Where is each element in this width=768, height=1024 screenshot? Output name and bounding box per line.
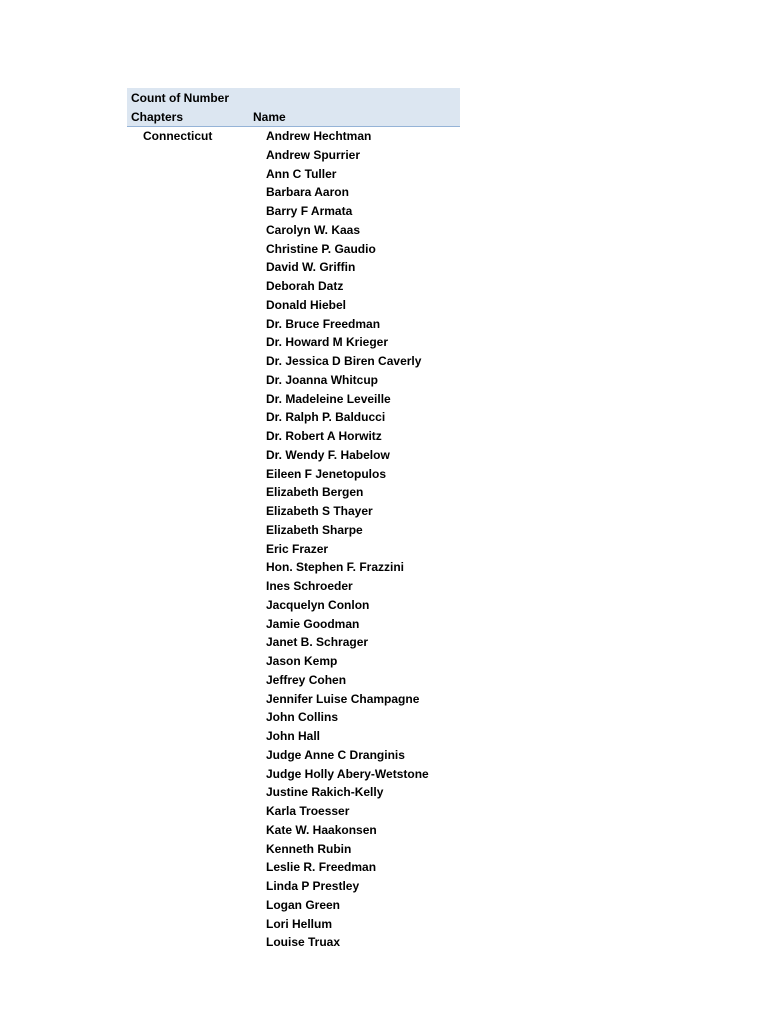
table-row (127, 915, 460, 934)
pivot-table (127, 88, 460, 952)
name-cell[interactable]: Jennifer Luise Champagne (266, 691, 420, 706)
table-row (127, 315, 460, 334)
table-row (127, 465, 460, 484)
row-field-label-name[interactable]: Name (253, 110, 286, 124)
table-row (127, 183, 460, 202)
table-row (127, 202, 460, 221)
table-row (127, 821, 460, 840)
table-row (127, 352, 460, 371)
name-cell[interactable]: Dr. Madeleine Leveille (266, 391, 391, 406)
table-row (127, 933, 460, 952)
table-row (127, 483, 460, 502)
table-row (127, 652, 460, 671)
name-cell[interactable]: Dr. Jessica D Biren Caverly (266, 354, 422, 368)
name-cell[interactable]: Dr. Joanna Whitcup (266, 372, 379, 387)
name-cell[interactable]: Donald Hiebel (266, 297, 347, 312)
name-cell[interactable]: Dr. Ralph P. Balducci (266, 410, 386, 425)
name-cell[interactable]: Jeffrey Cohen (266, 672, 347, 687)
name-cell[interactable]: Jamie Goodman (266, 616, 360, 631)
table-row (127, 558, 460, 577)
name-cell[interactable]: Barry F Armata (266, 204, 353, 218)
table-row (127, 633, 460, 652)
table-row (127, 165, 460, 184)
pivot-header (127, 88, 460, 127)
name-cell[interactable]: Kate W. Haakonsen (266, 822, 377, 837)
table-row (127, 765, 460, 784)
table-row (127, 840, 460, 859)
table-row (127, 446, 460, 465)
name-cell[interactable]: Jason Kemp (266, 654, 338, 668)
table-row (127, 221, 460, 240)
table-row (127, 127, 460, 146)
chapter-cell[interactable]: Connecticut (143, 129, 213, 143)
name-cell[interactable]: Andrew Hechtman (266, 129, 372, 143)
table-row (127, 746, 460, 765)
table-row (127, 615, 460, 634)
name-cell[interactable]: Logan Green (266, 897, 341, 912)
table-row (127, 802, 460, 821)
table-row (127, 277, 460, 296)
name-cell[interactable]: Dr. Wendy F. Habelow (266, 447, 390, 462)
name-cell[interactable]: Justine Rakich-Kelly (266, 785, 384, 800)
table-row (127, 708, 460, 727)
name-cell[interactable]: Hon. Stephen F. Frazzini (266, 560, 405, 575)
name-cell[interactable]: Dr. Howard M Krieger (266, 335, 389, 350)
name-cell[interactable]: John Collins (266, 710, 338, 725)
table-row (127, 296, 460, 315)
name-cell[interactable]: David W. Griffin (266, 260, 356, 275)
name-cell[interactable]: Ines Schroeder (266, 579, 353, 593)
name-cell[interactable]: Louise Truax (266, 935, 341, 950)
name-cell[interactable]: Ann C Tuller (266, 166, 337, 181)
name-cell[interactable]: Christine P. Gaudio (266, 241, 376, 256)
name-cell[interactable]: Andrew Spurrier (266, 147, 361, 162)
pivot-rows (127, 127, 460, 952)
table-row (127, 240, 460, 259)
table-row (127, 577, 460, 596)
table-row (127, 502, 460, 521)
table-row (127, 727, 460, 746)
table-row (127, 877, 460, 896)
table-row (127, 858, 460, 877)
name-cell[interactable]: Elizabeth Bergen (266, 485, 364, 500)
table-row (127, 690, 460, 709)
name-cell[interactable]: John Hall (266, 729, 321, 743)
name-cell[interactable]: Carolyn W. Kaas (266, 222, 361, 237)
table-row (127, 671, 460, 690)
table-row (127, 596, 460, 615)
name-cell[interactable]: Janet B. Schrager (266, 635, 369, 650)
name-cell[interactable]: Judge Anne C Dranginis (266, 747, 405, 762)
name-cell[interactable]: Judge Holly Abery-Wetstone (266, 766, 429, 781)
table-row (127, 390, 460, 409)
name-cell[interactable]: Dr. Bruce Freedman (266, 316, 381, 331)
value-field-label[interactable]: Count of Number (131, 91, 229, 105)
name-cell[interactable]: Eileen F Jenetopulos (266, 466, 387, 481)
table-row (127, 521, 460, 540)
name-cell[interactable]: Leslie R. Freedman (266, 860, 377, 875)
table-row (127, 258, 460, 277)
name-cell[interactable]: Barbara Aaron (266, 185, 349, 200)
row-field-label-chapters[interactable]: Chapters (131, 110, 184, 124)
table-row (127, 783, 460, 802)
name-cell[interactable]: Karla Troesser (266, 804, 350, 818)
table-row (127, 896, 460, 915)
name-cell[interactable]: Deborah Datz (266, 279, 344, 293)
name-cell[interactable]: Kenneth Rubin (266, 841, 352, 856)
table-row (127, 408, 460, 427)
name-cell[interactable]: Lori Hellum (266, 916, 333, 931)
name-cell[interactable]: Eric Frazer (266, 541, 329, 556)
table-row (127, 427, 460, 446)
name-cell[interactable]: Linda P Prestley (266, 879, 360, 893)
table-row (127, 333, 460, 352)
name-cell[interactable]: Elizabeth S Thayer (266, 504, 373, 518)
table-row (127, 146, 460, 165)
table-row (127, 371, 460, 390)
name-cell[interactable]: Jacquelyn Conlon (266, 597, 370, 612)
table-row (127, 540, 460, 559)
name-cell[interactable]: Dr. Robert A Horwitz (266, 429, 382, 443)
name-cell[interactable]: Elizabeth Sharpe (266, 522, 363, 537)
